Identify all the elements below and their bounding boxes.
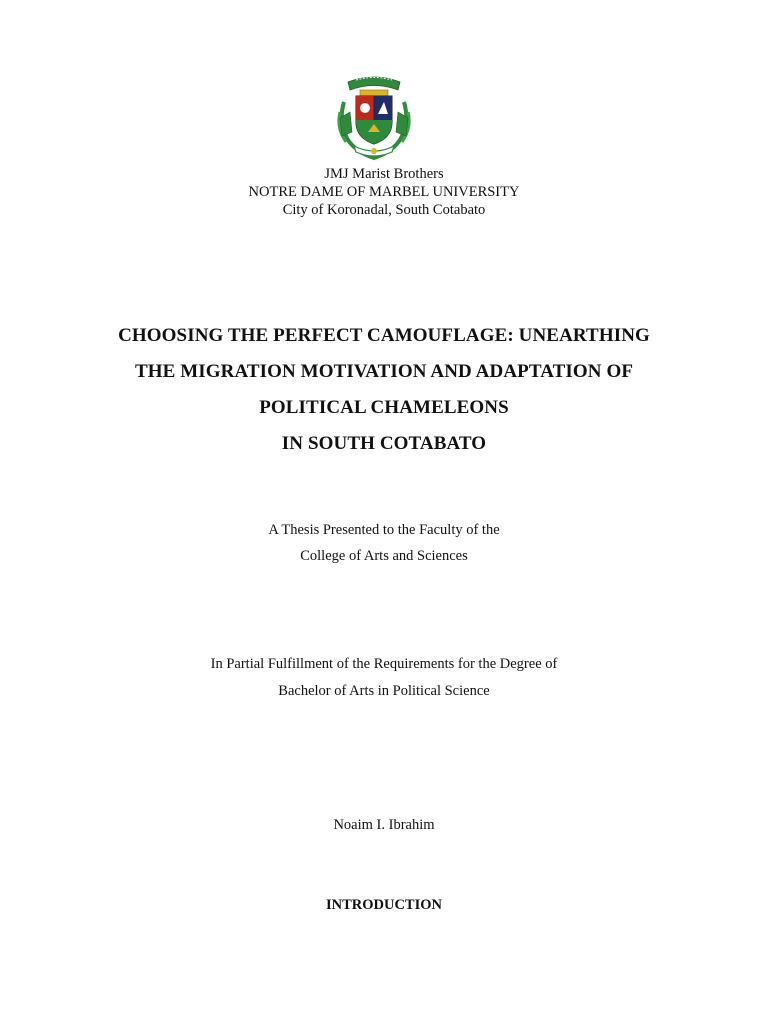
degree-line: Bachelor of Arts in Political Science	[278, 683, 490, 699]
thesis-title-line-4: IN SOUTH COTABATO	[281, 433, 487, 454]
thesis-title-line-1: CHOOSING THE PERFECT CAMOUFLAGE: UNEARTHING	[118, 325, 650, 346]
institution-line-1: JMJ Marist Brothers	[324, 166, 444, 182]
presented-line-1: A Thesis Presented to the Faculty of the	[268, 522, 500, 538]
presented-line-2: College of Arts and Sciences	[300, 548, 468, 564]
fulfillment-line-1: In Partial Fulfillment of the Requirements for the Degree of	[210, 656, 558, 672]
thesis-title-line-2: THE MIGRATION MOTIVATION AND ADAPTATION OF	[134, 361, 634, 382]
university-seal-icon	[334, 72, 414, 160]
institution-location: City of Koronadal, South Cotabato	[282, 202, 486, 218]
thesis-title-line-3: POLITICAL CHAMELEONS	[259, 397, 509, 418]
author-name: Noaim I. Ibrahim	[333, 817, 435, 833]
section-heading: INTRODUCTION	[325, 897, 442, 913]
institution-name: NOTRE DAME OF MARBEL UNIVERSITY	[248, 184, 520, 200]
